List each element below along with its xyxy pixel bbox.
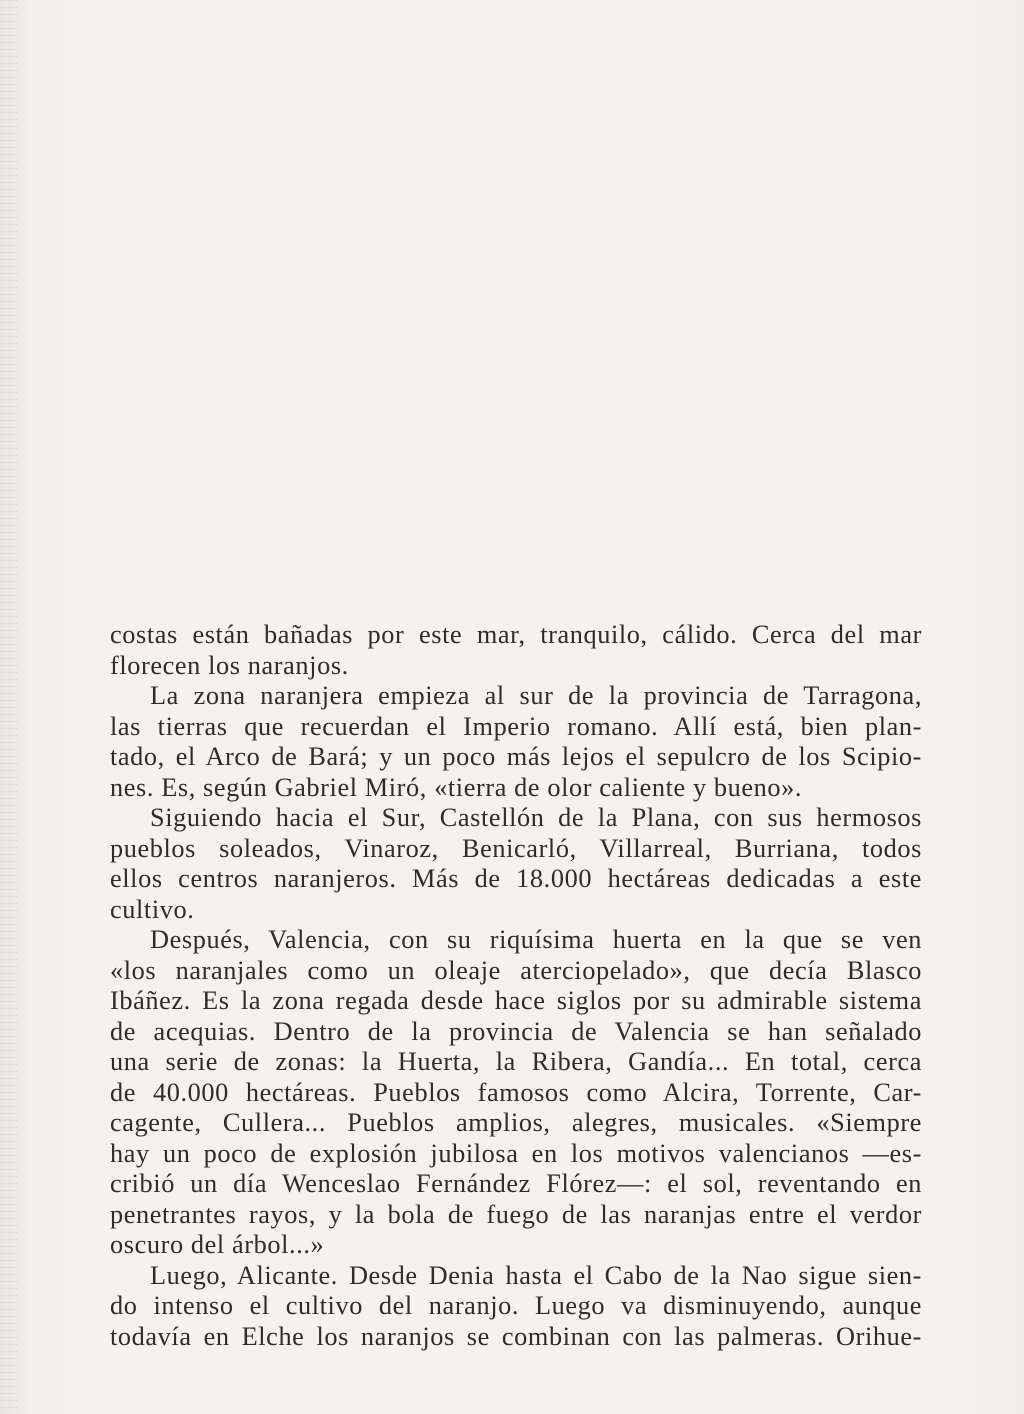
text-line: Ibáñez. Es la zona regada desde hace siglos por su admirable sistema [110,986,922,1015]
text-line: una serie de zonas: la Huerta, la Ribera, Gandía... En total, cerca [110,1047,922,1076]
scan-edge-artifact [0,0,18,1414]
text-line: oscuro del árbol...» [110,1230,325,1259]
text-line: las tierras que recuerdan el Imperio romano. Allí está, bien plan- [110,711,922,741]
text-line: penetrantes rayos, y la bola de fuego de las naranjas entre el verdor [110,1199,922,1229]
text-line: hay un poco de explosión jubilosa en los motivos valencianos —es- [110,1138,922,1168]
text-line: tado, el Arco de Bará; y un poco más lejos el sepulcro de los Scipio- [110,742,922,771]
text-line: de acequias. Dentro de la provincia de Valencia se han señalado [110,1016,922,1046]
text-line: «los naranjales como un oleaje aterciopelado», que decía Blasco [110,955,922,985]
text-line: cagente, Cullera... Pueblos amplios, alegres, musicales. «Siempre [110,1108,922,1137]
text-line: Después, Valencia, con su riquísima huerta en la que se ven [150,925,922,954]
text-line: de 40.000 hectáreas. Pueblos famosos como Alcira, Torrente, Car- [110,1077,922,1107]
text-line: pueblos soleados, Vinaroz, Benicarló, Villarreal, Burriana, todos [110,833,922,863]
text-line: cribió un día Wenceslao Fernández Flórez—: el sol, reventando en [110,1169,922,1198]
text-line: Siguiendo hacia el Sur, Castellón de la Plana, con sus hermosos [150,803,922,832]
text-line: ellos centros naranjeros. Más de 18.000 hectáreas dedicadas a este [110,864,922,893]
text-line: florecen los naranjos. [110,650,349,680]
text-line: do intenso el cultivo del naranjo. Luego va disminuyendo, aunque [110,1291,922,1320]
body-text [110,620,922,1352]
text-line: todavía en Elche los naranjos se combinan con las palmeras. Orihue- [110,1321,922,1351]
text-line: La zona naranjera empieza al sur de la provincia de Tarragona, [150,681,922,710]
text-line: nes. Es, según Gabriel Miró, «tierra de olor caliente y bueno». [110,772,803,802]
text-line: costas están bañadas por este mar, tranquilo, cálido. Cerca del mar [110,620,922,649]
text-line: Luego, Alicante. Desde Denia hasta el Cabo de la Nao sigue sien- [150,1260,922,1290]
text-line: cultivo. [110,894,195,924]
